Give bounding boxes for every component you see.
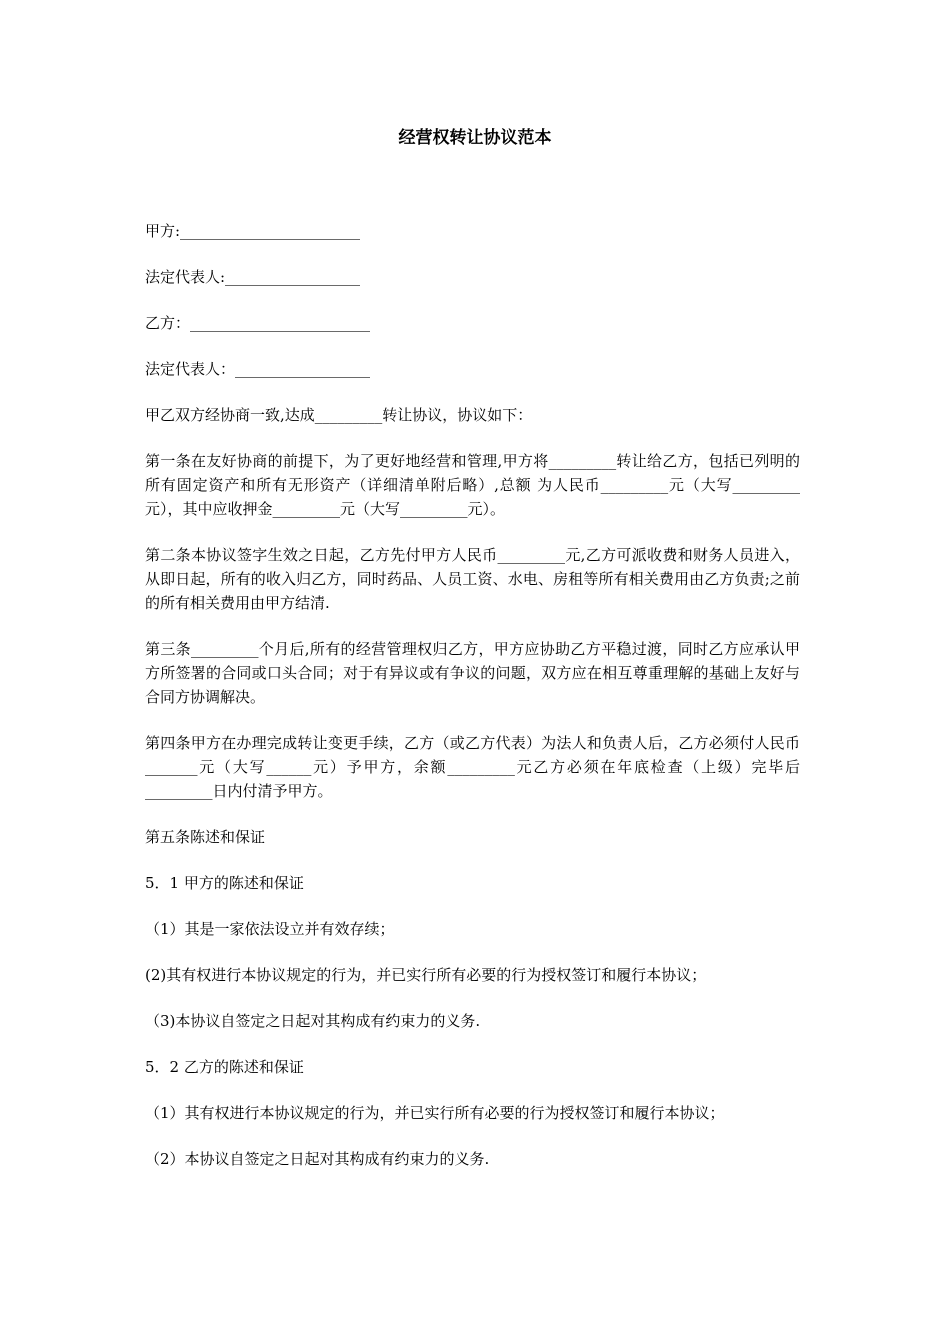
intro-paragraph: 甲乙双方经协商一致,达成_________转让协议，协议如下： bbox=[145, 406, 533, 424]
article-3: 第三条_________个月后,所有的经营管理权归乙方，甲方应协助乙方平稳过渡，同时乙方应承认甲方所签署的合同或口头合同；对于有异议或有争议的问题，双方应在相互尊重理解的基础上友好与合同方协调解决。 bbox=[145, 640, 800, 706]
section-5-1-item-3: （3)本协议自签定之日起对其构成有约束力的义务. bbox=[145, 1012, 481, 1030]
article-2: 第二条本协议签字生效之日起，乙方先付甲方人民币_________元,乙方可派收费和财务人员进入，从即日起，所有的收入归乙方，同时药品、人员工资、水电、房租等所有相关费用由乙方负责;之前的所有相关费用由甲方结清. bbox=[145, 546, 800, 612]
section-5-1-heading: 5．1 甲方的陈述和保证 bbox=[145, 874, 304, 892]
document-body bbox=[145, 219, 800, 1193]
article-1: 第一条在友好协商的前提下，为了更好地经营和管理,甲方将_________转让给乙方，包括已列明的所有固定资产和所有无形资产（详细清单附后略）,总额 为人民币_________元（大写_________元），其中应收押金_________元（大写_________元）。 bbox=[145, 452, 800, 518]
section-5-2-heading: 5．2 乙方的陈述和保证 bbox=[145, 1058, 304, 1076]
party-a-line: 甲方:________________________ bbox=[145, 222, 361, 240]
party-b-line: 乙方：________________________ bbox=[145, 314, 371, 332]
document-title: 经营权转让协议范本 bbox=[398, 128, 552, 148]
section-5-1-item-2: (2)其有权进行本协议规定的行为，并已实行所有必要的行为授权签订和履行本协议； bbox=[145, 966, 707, 984]
party-a-representative-line: 法定代表人:__________________ bbox=[145, 268, 361, 286]
party-b-representative-line: 法定代表人：__________________ bbox=[145, 360, 371, 378]
section-5-2-item-1: （1）其有权进行本协议规定的行为，并已实行所有必要的行为授权签订和履行本协议； bbox=[145, 1104, 725, 1122]
article-4: 第四条甲方在办理完成转让变更手续，乙方（或乙方代表）为法人和负责人后，乙方必须付人民币_______元（大写______元）予甲方，余额_________元乙方必须在年底检查（上级）完毕后_________日内付清予甲方。 bbox=[145, 734, 800, 800]
section-5-2-item-2: （2）本协议自签定之日起对其构成有约束力的义务. bbox=[145, 1150, 490, 1168]
section-5-1-item-1: （1）其是一家依法设立并有效存续； bbox=[145, 920, 395, 938]
article-5-heading: 第五条陈述和保证 bbox=[145, 828, 266, 846]
